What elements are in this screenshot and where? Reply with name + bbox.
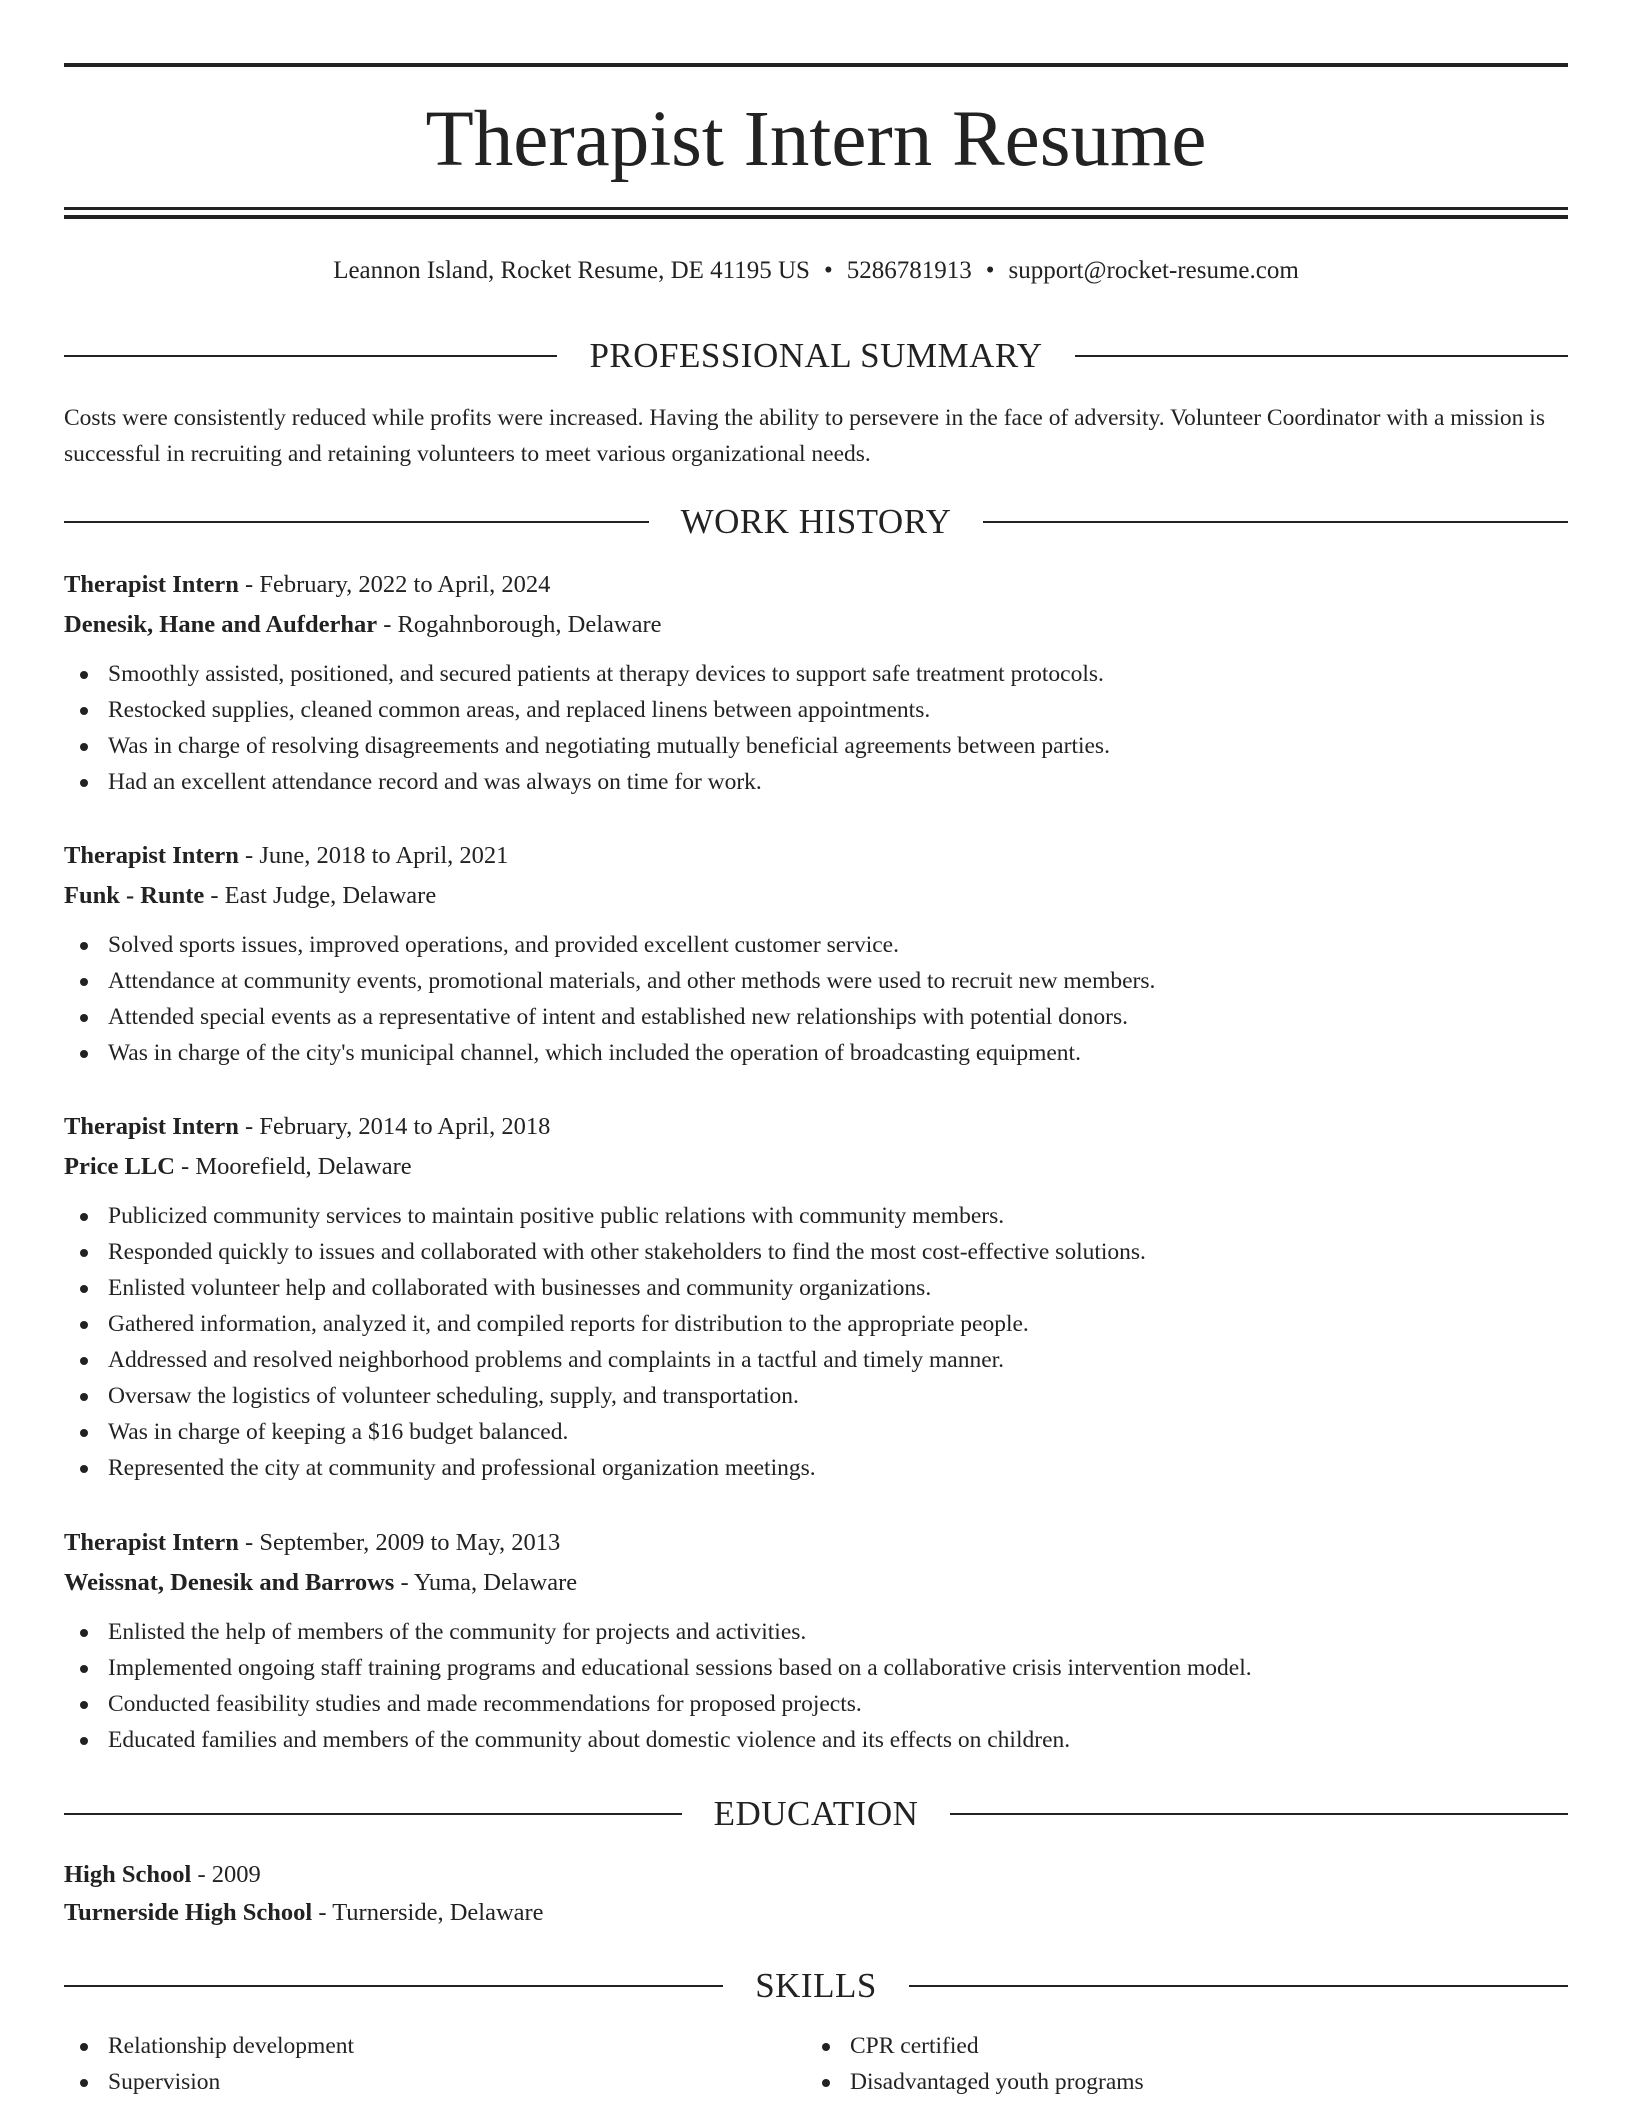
job-bullets	[64, 1198, 1568, 1486]
job-company: Price LLC	[64, 1153, 175, 1180]
skill-item: CPR certified	[806, 2028, 1144, 2064]
list-item: Responded quickly to issues and collaborated with other stakeholders to find the most cost-effective solutions.	[64, 1234, 1568, 1270]
education-year: - 2009	[191, 1861, 261, 1888]
heading-rule	[64, 1813, 682, 1815]
list-item: Was in charge of resolving disagreements and negotiating mutually beneficial agreements between parties.	[64, 728, 1568, 764]
summary-text: Costs were consistently reduced while profits were increased. Having the ability to persevere in the face of adversity. Volunteer Coordinator with a mission is successful in recruiting and retaining volunteers to meet various organizational needs.	[64, 405, 1545, 467]
title-rule-upper	[64, 207, 1568, 210]
list-item: Publicized community services to maintain positive public relations with community members.	[64, 1198, 1568, 1234]
job-entry	[64, 1107, 1568, 1486]
heading-rule	[64, 355, 557, 357]
list-item: Attended special events as a representative of intent and established new relationships with potential donors.	[64, 999, 1568, 1035]
contact-line	[64, 253, 1568, 289]
list-item: Addressed and resolved neighborhood problems and complaints in a tactful and timely manner.	[64, 1342, 1568, 1378]
job-company: Weissnat, Denesik and Barrows	[64, 1569, 395, 1596]
job-company-line	[64, 876, 1568, 916]
job-entry	[64, 1523, 1568, 1758]
list-item: Smoothly assisted, positioned, and secured patients at therapy devices to support safe treatment protocols.	[64, 656, 1568, 692]
job-location: - East Judge, Delaware	[204, 882, 437, 909]
job-title-line	[64, 1107, 1568, 1147]
education-school: Turnerside High School	[64, 1899, 313, 1926]
contact-separator: •	[823, 257, 833, 284]
contact-email: support@rocket-resume.com	[1008, 257, 1299, 284]
heading-rule	[983, 521, 1568, 523]
contact-phone: 5286781913	[846, 257, 972, 284]
skill-item: Relationship development	[64, 2028, 354, 2064]
job-company: Denesik, Hane and Aufderhar	[64, 611, 378, 638]
list-item: Implemented ongoing staff training programs and educational sessions based on a collaborative crisis intervention model.	[64, 1650, 1568, 1686]
skill-item: Disadvantaged youth programs	[806, 2064, 1144, 2100]
education-location: - Turnerside, Delaware	[312, 1899, 544, 1926]
heading-rule	[64, 1985, 723, 1987]
section-title: SKILLS	[755, 1966, 877, 2005]
job-title-line	[64, 836, 1568, 876]
resume-title: Therapist Intern Resume	[425, 96, 1207, 183]
job-title-line	[64, 565, 1568, 605]
section-title: EDUCATION	[713, 1794, 919, 1833]
job-title: Therapist Intern	[64, 842, 239, 869]
job-bullets	[64, 927, 1568, 1071]
contact-separator: •	[985, 257, 995, 284]
list-item: Oversaw the logistics of volunteer scheduling, supply, and transportation.	[64, 1378, 1568, 1414]
list-item: Gathered information, analyzed it, and compiled reports for distribution to the appropriate people.	[64, 1306, 1568, 1342]
section-title: PROFESSIONAL SUMMARY	[589, 336, 1043, 375]
job-location: - Yuma, Delaware	[394, 1569, 578, 1596]
education-entry	[64, 1856, 1568, 1932]
job-dates: - February, 2014 to April, 2018	[238, 1113, 551, 1140]
job-bullets	[64, 656, 1568, 800]
job-dates: - February, 2022 to April, 2024	[238, 571, 551, 598]
list-item: Attendance at community events, promotional materials, and other methods were used to recruit new members.	[64, 963, 1568, 999]
job-company-line	[64, 1563, 1568, 1603]
section-heading-summary	[64, 334, 1568, 378]
list-item: Restocked supplies, cleaned common areas, and replaced linens between appointments.	[64, 692, 1568, 728]
heading-rule	[1075, 355, 1568, 357]
heading-rule	[950, 1813, 1568, 1815]
job-company-line	[64, 605, 1568, 645]
job-title: Therapist Intern	[64, 1529, 239, 1556]
skills-list-left	[64, 2028, 354, 2100]
top-rule	[64, 63, 1568, 67]
job-title: Therapist Intern	[64, 1113, 239, 1140]
skills-list-right	[806, 2028, 1144, 2100]
title-rule-lower	[64, 215, 1568, 219]
list-item: Enlisted the help of members of the community for projects and activities.	[64, 1614, 1568, 1650]
list-item: Was in charge of the city's municipal channel, which included the operation of broadcasting equipment.	[64, 1035, 1568, 1071]
section-heading-skills	[64, 1964, 1568, 2008]
section-heading-education	[64, 1792, 1568, 1836]
education-degree: High School	[64, 1861, 192, 1888]
education-school-line	[64, 1894, 1568, 1932]
contact-address: Leannon Island, Rocket Resume, DE 41195 US	[333, 257, 810, 284]
job-company-line	[64, 1147, 1568, 1187]
job-entry	[64, 836, 1568, 1071]
section-title: WORK HISTORY	[680, 502, 952, 541]
job-company: Funk - Runte	[64, 882, 205, 909]
list-item: Educated families and members of the community about domestic violence and its effects on children.	[64, 1722, 1568, 1758]
list-item: Represented the city at community and professional organization meetings.	[64, 1450, 1568, 1486]
list-item: Solved sports issues, improved operations, and provided excellent customer service.	[64, 927, 1568, 963]
job-bullets	[64, 1614, 1568, 1758]
job-title: Therapist Intern	[64, 571, 239, 598]
list-item: Enlisted volunteer help and collaborated with businesses and community organizations.	[64, 1270, 1568, 1306]
section-heading-work	[64, 500, 1568, 544]
heading-rule	[64, 521, 649, 523]
list-item: Had an excellent attendance record and was always on time for work.	[64, 764, 1568, 800]
job-location: - Moorefield, Delaware	[174, 1153, 412, 1180]
list-item: Conducted feasibility studies and made recommendations for proposed projects.	[64, 1686, 1568, 1722]
list-item: Was in charge of keeping a $16 budget balanced.	[64, 1414, 1568, 1450]
job-entry	[64, 565, 1568, 800]
education-degree-line	[64, 1856, 1568, 1894]
job-title-line	[64, 1523, 1568, 1563]
job-dates: - September, 2009 to May, 2013	[238, 1529, 561, 1556]
job-dates: - June, 2018 to April, 2021	[238, 842, 509, 869]
job-location: - Rogahnborough, Delaware	[377, 611, 662, 638]
heading-rule	[909, 1985, 1568, 1987]
skill-item: Supervision	[64, 2064, 354, 2100]
